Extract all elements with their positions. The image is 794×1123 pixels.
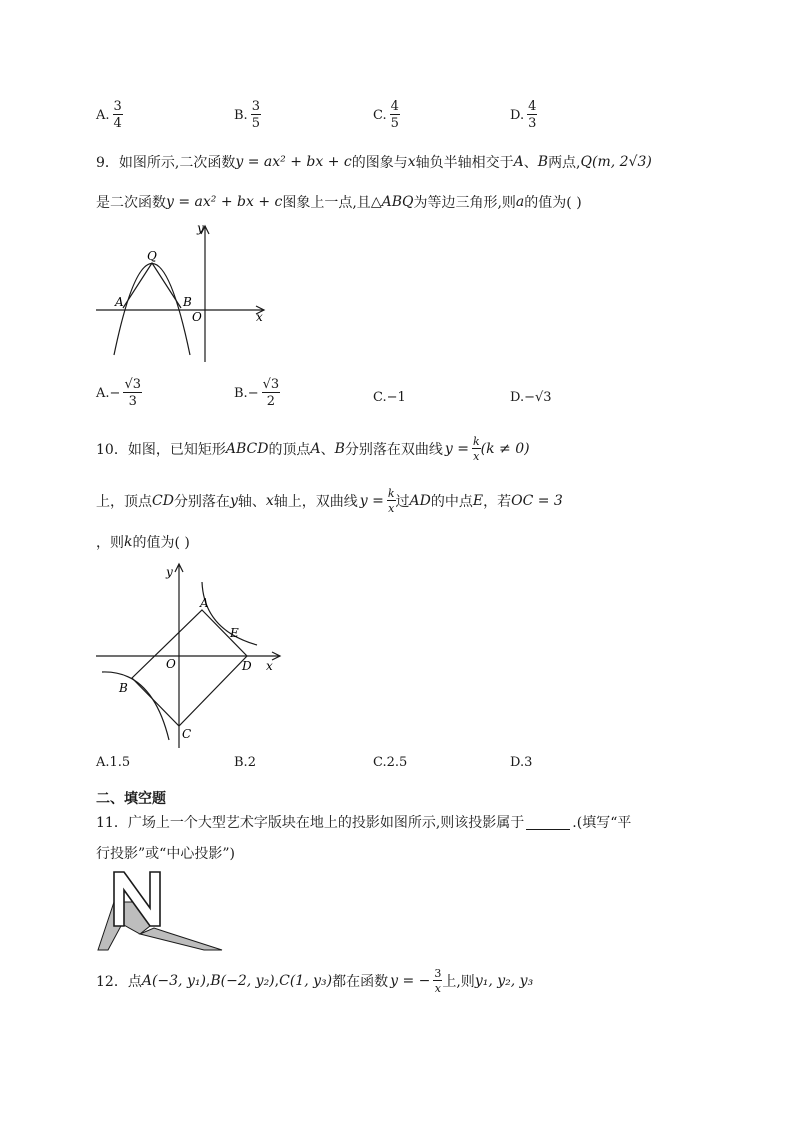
q12-stem: 12． 点 A(−3, y₁) , B(−2, y₂) , C(1, y₃) 都在函数 y = − $\frac{3}{x}$ 上,则 y₁, y₂, y₃ xyxy=(96,967,534,995)
q9-parabola-curve xyxy=(114,264,190,356)
q8-option-b[interactable]: B. $\frac{3}{5}$ xyxy=(234,99,260,131)
q8-option-a[interactable]: A. $\frac{3}{4}$ xyxy=(96,99,122,131)
q9-option-b[interactable]: B. − $\frac{√3}{2}$ xyxy=(234,377,280,409)
q10-option-c[interactable]: C. 2.5 xyxy=(373,755,408,770)
q10-label-y: y xyxy=(166,565,173,579)
q10-stem-line1: 10． 如图，已知矩形 ABCD 的顶点 A 、 B 分别落在双曲线 y = $\frac{k}{x}$ (k ≠ 0) xyxy=(96,435,530,463)
q10-hyperbola-figure xyxy=(92,560,292,750)
q9-option-a[interactable]: A. − $\frac{√3}{3}$ xyxy=(96,377,141,409)
q10-option-d[interactable]: D. 3 xyxy=(510,755,533,770)
q10-option-a[interactable]: A. 1.5 xyxy=(96,755,131,770)
q10-stem-line3: ，则 k 的值为( ) xyxy=(96,534,190,551)
q9-label-b: B xyxy=(183,295,192,309)
q10-label-a: A xyxy=(200,596,209,610)
section-heading-fill-blank: 二、填空题 xyxy=(96,791,166,807)
q10-label-e: E xyxy=(230,626,239,640)
q9-label-o: O xyxy=(192,310,202,324)
q10-label-d: D xyxy=(242,659,252,673)
q11-answer-blank[interactable] xyxy=(526,815,570,830)
q9-triangle-abq xyxy=(123,263,181,308)
q9-option-d[interactable]: D. −√3 xyxy=(510,390,552,405)
q10-stem-line2: 上，顶点 CD 分别落在 y 轴、 x 轴上，双曲线 y = $\frac{k}{x}$ 过 AD 的中点 E ，若 OC = 3 xyxy=(96,487,563,515)
q8-option-d[interactable]: D. $\frac{4}{3}$ xyxy=(510,99,537,131)
q10-option-b[interactable]: B. 2 xyxy=(234,755,256,770)
q11-shadow-right xyxy=(140,928,222,950)
q9-stem-line2: 是二次函数 y = ax² + bx + c 图象上一点,且 △ABQ 为等边三角形,则 a 的值为( ) xyxy=(96,194,582,211)
q10-label-c: C xyxy=(182,727,192,741)
q9-label-y: y xyxy=(197,221,204,235)
q10-label-o: O xyxy=(166,657,176,671)
q9-option-c[interactable]: C. −1 xyxy=(373,390,406,405)
q11-stem-line1: 11． 广场上一个大型艺术字版块在地上的投影如图所示,则该投影属于 .(填写“平 xyxy=(96,815,632,831)
q11-stem-line2: 行投影”或“中心投影”) xyxy=(96,846,235,862)
q9-label-q: Q xyxy=(147,249,157,263)
q10-label-b: B xyxy=(119,681,128,695)
q9-label-a: A xyxy=(115,295,124,309)
q9-label-x: x xyxy=(256,310,263,324)
q8-option-c[interactable]: C. $\frac{4}{5}$ xyxy=(373,99,399,131)
q9-parabola-figure xyxy=(92,220,272,365)
q11-letter-n-shadow-figure xyxy=(94,868,224,954)
q9-stem-line1: 9． 如图所示,二次函数 y = ax² + bx + c 的图象与 x 轴负半轴相交于 A 、 B 两点, Q(m, 2√3) xyxy=(96,154,652,171)
q10-label-x: x xyxy=(266,659,273,673)
